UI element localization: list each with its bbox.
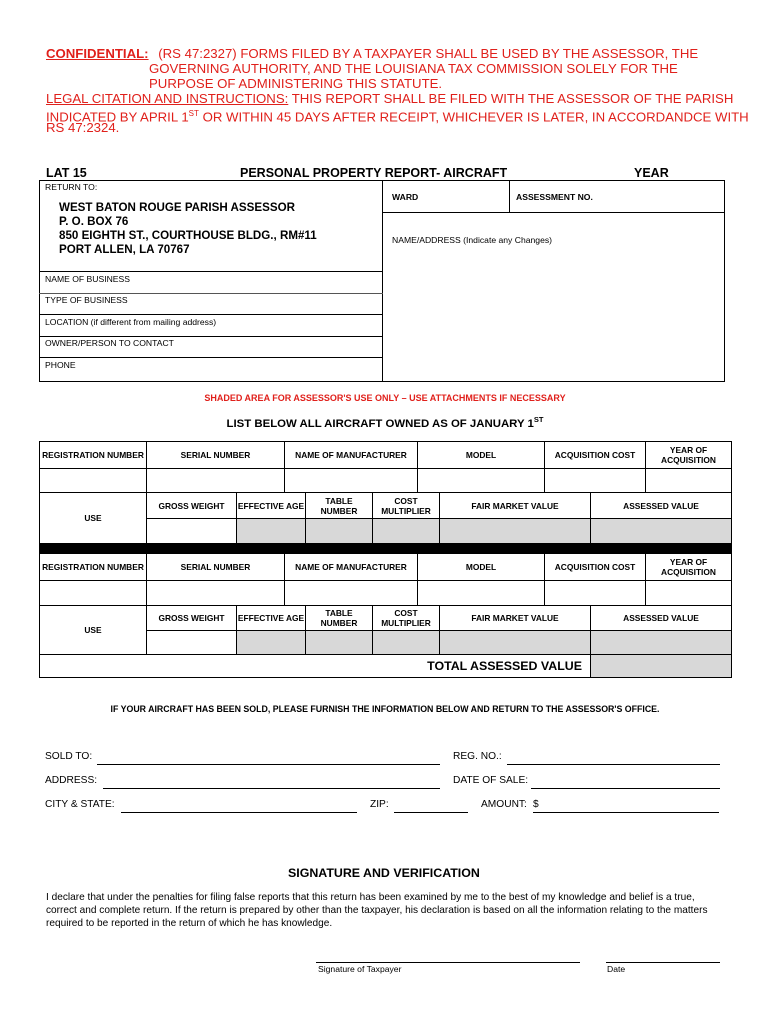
model-header: MODEL bbox=[417, 553, 545, 581]
list-heading-text: LIST BELOW ALL AIRCRAFT OWNED AS OF JANUARY 1 bbox=[226, 417, 534, 430]
sold-to-input[interactable] bbox=[97, 764, 440, 765]
date-label: Date bbox=[607, 964, 626, 974]
confidential-text-1: (RS 47:2327) FORMS FILED BY A TAXPAYER SHALL BE USED BY THE ASSESSOR, THE bbox=[158, 46, 699, 61]
return-address bbox=[59, 201, 317, 257]
total-assessed-label: TOTAL ASSESSED VALUE bbox=[39, 654, 591, 678]
use-header: USE bbox=[39, 492, 147, 544]
legal-text-2a: INDICATED BY APRIL 1 bbox=[46, 109, 189, 125]
acq-cost-header: ACQUISITION COST bbox=[544, 441, 646, 469]
confidential-label: CONFIDENTIAL: bbox=[46, 46, 149, 61]
declaration-line-1: I declare that under the penalties for filing false reports that this return has been examined by me to the best of my knowledge and belief is a true, bbox=[46, 892, 695, 903]
manufacturer-input[interactable] bbox=[284, 580, 418, 606]
signature-heading: SIGNATURE AND VERIFICATION bbox=[288, 866, 480, 880]
return-to-label: RETURN TO: bbox=[45, 182, 98, 192]
shaded-area-note: SHADED AREA FOR ASSESSOR'S USE ONLY – USE ATTACHMENTS IF NECESSARY bbox=[204, 393, 566, 403]
table-number-header: TABLE NUMBER bbox=[305, 492, 373, 519]
acq-year-input[interactable] bbox=[645, 468, 732, 493]
return-address-line-3: 850 EIGHTH ST., COURTHOUSE BLDG., RM#11 bbox=[59, 229, 317, 242]
serial-number-input[interactable] bbox=[146, 580, 285, 606]
sold-to-label: SOLD TO: bbox=[45, 751, 93, 762]
dollar-sign: $ bbox=[533, 799, 539, 810]
assessed-value-header: ASSESSED VALUE bbox=[590, 492, 732, 519]
signature-label: Signature of Taxpayer bbox=[318, 964, 402, 974]
effective-age-header: EFFECTIVE AGE bbox=[236, 605, 306, 631]
legal-citation-line-1 bbox=[46, 92, 733, 107]
manufacturer-header: NAME OF MANUFACTURER bbox=[284, 553, 418, 581]
address-input[interactable] bbox=[103, 788, 440, 789]
effective-age-shaded bbox=[236, 630, 306, 655]
assessed-value-header: ASSESSED VALUE bbox=[590, 605, 732, 631]
effective-age-header: EFFECTIVE AGE bbox=[236, 492, 306, 519]
fmv-shaded bbox=[439, 518, 591, 544]
cost-multiplier-shaded bbox=[372, 630, 440, 655]
amount-label: AMOUNT: bbox=[481, 799, 527, 810]
fmv-header: FAIR MARKET VALUE bbox=[439, 605, 591, 631]
return-address-line-4: PORT ALLEN, LA 70767 bbox=[59, 243, 190, 256]
acq-year-header: YEAR OF ACQUISITION bbox=[645, 553, 732, 581]
year-label: YEAR bbox=[634, 166, 669, 180]
divider bbox=[39, 357, 383, 358]
gross-weight-input[interactable] bbox=[146, 630, 237, 655]
zip-label: ZIP: bbox=[370, 799, 389, 810]
assessed-value-shaded bbox=[590, 630, 732, 655]
confidential-notice bbox=[46, 47, 698, 62]
amount-input[interactable] bbox=[533, 812, 719, 813]
legal-label: LEGAL CITATION AND INSTRUCTIONS: bbox=[46, 91, 289, 106]
serial-number-input[interactable] bbox=[146, 468, 285, 493]
model-input[interactable] bbox=[417, 468, 545, 493]
reg-number-header: REGISTRATION NUMBER bbox=[39, 553, 147, 581]
fmv-header: FAIR MARKET VALUE bbox=[439, 492, 591, 519]
cost-multiplier-shaded bbox=[372, 518, 440, 544]
declaration-text bbox=[46, 892, 736, 930]
table-number-shaded bbox=[305, 630, 373, 655]
date-of-sale-input[interactable] bbox=[531, 788, 720, 789]
date-input[interactable] bbox=[606, 962, 720, 963]
form-id: LAT 15 bbox=[46, 166, 87, 180]
gross-weight-input[interactable] bbox=[146, 518, 237, 544]
divider bbox=[39, 314, 383, 315]
reg-number-header: REGISTRATION NUMBER bbox=[39, 441, 147, 469]
address-label: ADDRESS: bbox=[45, 775, 98, 786]
confidential-text-3: PURPOSE OF ADMINISTERING THIS STATUTE. bbox=[149, 76, 443, 91]
confidential-text-2: GOVERNING AUTHORITY, AND THE LOUISIANA TAX COMMISSION SOLELY FOR THE bbox=[149, 61, 678, 76]
cost-multiplier-header: COST MULTIPLIER bbox=[372, 492, 440, 519]
serial-number-header: SERIAL NUMBER bbox=[146, 553, 285, 581]
declaration-line-3: required to be reported in the return of which he has knowledge. bbox=[46, 917, 333, 929]
manufacturer-header: NAME OF MANUFACTURER bbox=[284, 441, 418, 469]
total-assessed-value-shaded bbox=[590, 654, 732, 678]
top-box-divider bbox=[382, 180, 383, 382]
return-address-line-1: WEST BATON ROUGE PARISH ASSESSOR bbox=[59, 201, 295, 214]
model-input[interactable] bbox=[417, 580, 545, 606]
table-number-header: TABLE NUMBER bbox=[305, 605, 373, 631]
legal-sup: ST bbox=[188, 109, 199, 118]
form-title: PERSONAL PROPERTY REPORT- AIRCRAFT bbox=[240, 166, 508, 180]
city-state-label: CITY & STATE: bbox=[45, 799, 115, 810]
acq-cost-input[interactable] bbox=[544, 580, 646, 606]
cost-multiplier-header: COST MULTIPLIER bbox=[372, 605, 440, 631]
zip-input[interactable] bbox=[394, 812, 468, 813]
legal-text-2b: OR WITHIN 45 DAYS AFTER RECEIPT, WHICHEVER IS LATER, IN ACCORDANDCE WITH bbox=[198, 109, 749, 125]
phone-field[interactable]: PHONE bbox=[45, 360, 76, 370]
date-of-sale-label: DATE OF SALE: bbox=[453, 775, 529, 786]
manufacturer-input[interactable] bbox=[284, 468, 418, 493]
business-name-field[interactable]: NAME OF BUSINESS bbox=[45, 274, 130, 284]
ward-bottom-line bbox=[382, 212, 725, 213]
acq-cost-input[interactable] bbox=[544, 468, 646, 493]
reg-number-input[interactable] bbox=[39, 580, 147, 606]
model-header: MODEL bbox=[417, 441, 545, 469]
legal-citation-line-2 bbox=[46, 107, 749, 125]
divider bbox=[39, 293, 383, 294]
use-header: USE bbox=[39, 605, 147, 655]
owner-contact-field[interactable]: OWNER/PERSON TO CONTACT bbox=[45, 338, 174, 348]
ward-field[interactable]: WARD bbox=[392, 192, 419, 202]
city-state-input[interactable] bbox=[121, 812, 357, 813]
reg-no-label: REG. NO.: bbox=[453, 751, 502, 762]
ward-divider bbox=[509, 180, 510, 213]
location-field[interactable]: LOCATION (if different from mailing address) bbox=[45, 317, 217, 327]
business-type-field[interactable]: TYPE OF BUSINESS bbox=[45, 295, 128, 305]
reg-no-input[interactable] bbox=[507, 764, 720, 765]
name-address-field[interactable]: NAME/ADDRESS (Indicate any Changes) bbox=[392, 235, 553, 245]
effective-age-shaded bbox=[236, 518, 306, 544]
declaration-line-2: correct and complete return. If the return is prepared by other than the taxpayer, his declaration is based on all the information relating to the matters bbox=[46, 904, 708, 916]
legal-text-3: RS 47:2324. bbox=[46, 120, 120, 135]
serial-number-header: SERIAL NUMBER bbox=[146, 441, 285, 469]
gross-weight-header: GROSS WEIGHT bbox=[146, 605, 237, 631]
divider bbox=[39, 336, 383, 337]
list-heading bbox=[0, 415, 770, 430]
acq-cost-header: ACQUISITION COST bbox=[544, 553, 646, 581]
gross-weight-header: GROSS WEIGHT bbox=[146, 492, 237, 519]
business-top-line bbox=[39, 271, 383, 272]
acq-year-header: YEAR OF ACQUISITION bbox=[645, 441, 732, 469]
assessed-value-shaded bbox=[590, 518, 732, 544]
table-number-shaded bbox=[305, 518, 373, 544]
reg-number-input[interactable] bbox=[39, 468, 147, 493]
fmv-shaded bbox=[439, 630, 591, 655]
legal-text-1: THIS REPORT SHALL BE FILED WITH THE ASSESSOR OF THE PARISH bbox=[288, 91, 734, 106]
signature-input[interactable] bbox=[316, 962, 580, 963]
sold-note: IF YOUR AIRCRAFT HAS BEEN SOLD, PLEASE FURNISH THE INFORMATION BELOW AND RETURN TO THE ASSESSOR'S OFFICE. bbox=[110, 704, 660, 714]
list-heading-sup: ST bbox=[533, 415, 544, 424]
acq-year-input[interactable] bbox=[645, 580, 732, 606]
return-address-line-2: P. O. BOX 76 bbox=[59, 215, 129, 228]
assessment-no-field[interactable]: ASSESSMENT NO. bbox=[516, 192, 593, 202]
